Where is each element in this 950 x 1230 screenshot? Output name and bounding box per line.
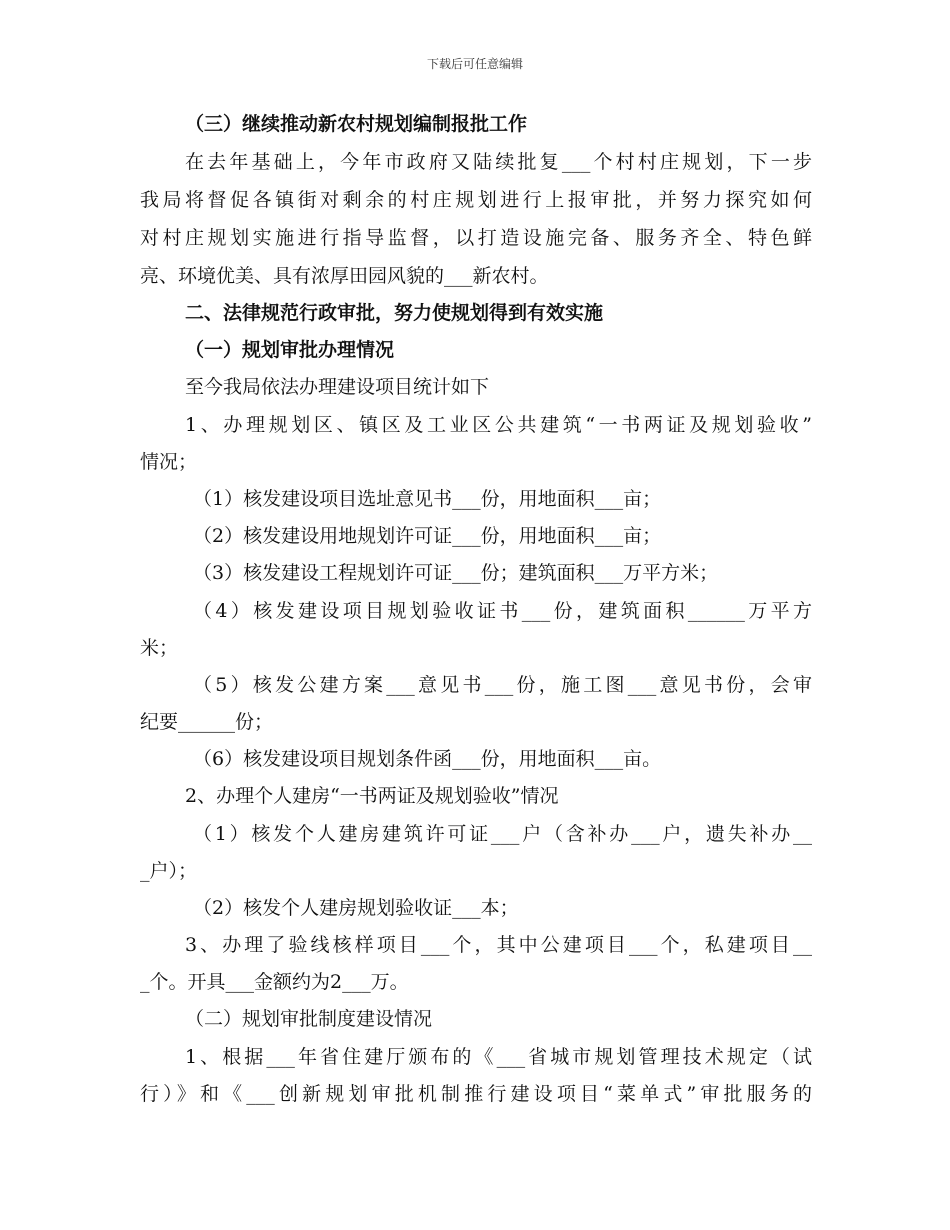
list-item: （4）核发建设项目规划验收证书___份，建筑面积______万平方 — [193, 600, 812, 622]
subsection-heading: （一）规划审批办理情况 — [185, 339, 395, 361]
paragraph-line: _个。开具___金额约为2___万。 — [140, 971, 409, 993]
section-heading: 二、法律规范行政审批，努力使规划得到有效实施 — [185, 302, 604, 324]
page-header: 下载后可任意编辑 — [426, 57, 523, 71]
paragraph-line: 我局将督促各镇街对剩余的村庄规划进行上报审批，并努力探究如何 — [140, 189, 812, 211]
paragraph-line: 在去年基础上，今年市政府又陆续批复___个村村庄规划，下一步 — [185, 151, 812, 173]
list-item: （2）核发建设用地规划许可证___份，用地面积___亩； — [193, 525, 662, 547]
list-item: _户）； — [140, 860, 198, 882]
list-item: （5）核发公建方案___意见书___份，施工图___意见书份，会审 — [193, 674, 812, 696]
paragraph-line: 行）》和《___创新规划审批机制推行建设项目“菜单式”审批服务的 — [140, 1083, 812, 1105]
paragraph-line: 1、根据___年省住建厅颁布的《___省城市规划管理技术规定（试 — [185, 1046, 812, 1068]
paragraph-line: 2、办理个人建房“一书两证及规划验收”情况 — [185, 785, 559, 807]
list-item: 纪要______份； — [140, 711, 274, 733]
paragraph-line: 1、办理规划区、镇区及工业区公共建筑“一书两证及规划验收” — [185, 414, 812, 436]
section-heading: （三）继续推动新农村规划编制报批工作 — [185, 113, 528, 135]
paragraph-line: 情况； — [140, 451, 198, 473]
list-item: （3）核发建设工程规划许可证___份；建筑面积___万平方米； — [193, 562, 719, 584]
list-item: （6）核发建设项目规划条件函___份，用地面积___亩。 — [193, 748, 662, 770]
list-item: （1）核发建设项目选址意见书___份，用地面积___亩； — [193, 488, 662, 510]
paragraph-line: 3、办理了验线核样项目___个，其中公建项目___个，私建项目__ — [185, 934, 812, 956]
paragraph-line: 亮、环境优美、具有浓厚田园风貌的___新农村。 — [140, 265, 549, 287]
list-item: （1）核发个人建房建筑许可证___户（含补办___户，遗失补办__ — [193, 823, 812, 845]
paragraph-line: 对村庄规划实施进行指导监督，以打造设施完备、服务齐全、特色鲜 — [140, 227, 812, 249]
subsection-heading: （二）规划审批制度建设情况 — [185, 1008, 433, 1030]
list-item: （2）核发个人建房规划验收证___本； — [193, 897, 519, 919]
list-item: 米； — [140, 637, 179, 659]
paragraph-line: 至今我局依法办理建设项目统计如下 — [185, 376, 490, 398]
